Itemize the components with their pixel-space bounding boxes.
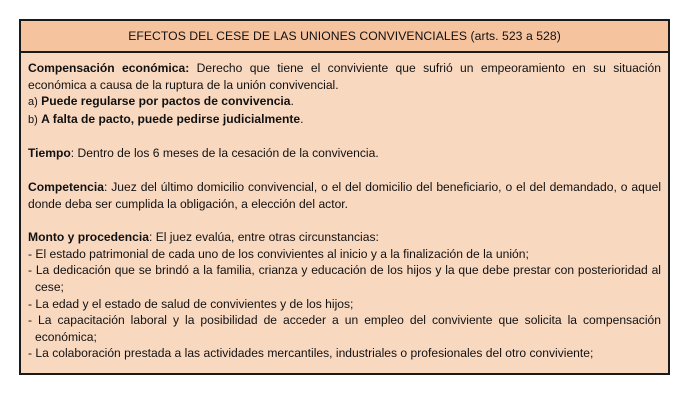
competencia-label: Competencia xyxy=(28,179,104,194)
compensacion-text: Derecho que tiene el conviviente que sufrió un empeoramiento en su situación económica a causa de la ruptura de la unión convivencial. xyxy=(28,61,661,92)
option-a-text: Puede regularse por pactos de convivencia xyxy=(41,94,291,109)
compensacion-paragraph xyxy=(28,60,661,93)
monto-item: - La dedicación que se brindó a la familia, crianza y educación de los hijos y la que debe prestar con posterioridad al cese; xyxy=(28,263,661,294)
table-header xyxy=(21,21,668,53)
tiempo-label: Tiempo xyxy=(28,146,71,161)
monto-label: Monto y procedencia xyxy=(28,230,149,245)
monto-item: - La edad y el estado de salud de convivientes y de los hijos; xyxy=(28,296,354,311)
option-a: a) Puede regularse por pactos de convivencia. xyxy=(28,94,294,109)
table-body xyxy=(21,53,668,362)
option-b: b) A falta de pacto, puede pedirse judicialmente. xyxy=(28,111,304,126)
tiempo-text: : Dentro de los 6 meses de la cesación de la convivencia. xyxy=(70,146,379,161)
monto-item: - La capacitación laboral y la posibilidad de acceder a un empleo del conviviente que solicita la compensación económica; xyxy=(28,313,661,344)
competencia-paragraph xyxy=(28,179,661,212)
tiempo-paragraph xyxy=(28,145,661,162)
monto-item: - El estado patrimonial de cada uno de los convivientes al inicio y a la finalización de la unión; xyxy=(28,246,529,261)
option-b-text: A falta de pacto, puede pedirse judicialmente xyxy=(41,111,301,126)
monto-intro: : El juez evalúa, entre otras circunstancias: xyxy=(148,230,379,245)
monto-item: - La colaboración prestada a las actividades mercantiles, industriales o profesionales del otro conviviente; xyxy=(28,346,594,361)
summary-table xyxy=(19,19,670,375)
header-articles: (arts. 523 a 528) xyxy=(470,29,561,43)
header-title: EFECTOS DEL CESE DE LAS UNIONES CONVIVENCIALES xyxy=(128,29,468,43)
compensacion-label: Compensación económica: xyxy=(28,61,190,75)
monto-paragraph xyxy=(28,229,661,246)
competencia-text: : Juez del último domicilio convivencial, o el del domicilio del beneficiario, o el del demandado, o aquel donde deba ser cumplida la obligación, a elección del actor. xyxy=(28,179,661,211)
option-b-letter: b) xyxy=(28,113,38,126)
option-a-letter: a) xyxy=(28,96,38,109)
